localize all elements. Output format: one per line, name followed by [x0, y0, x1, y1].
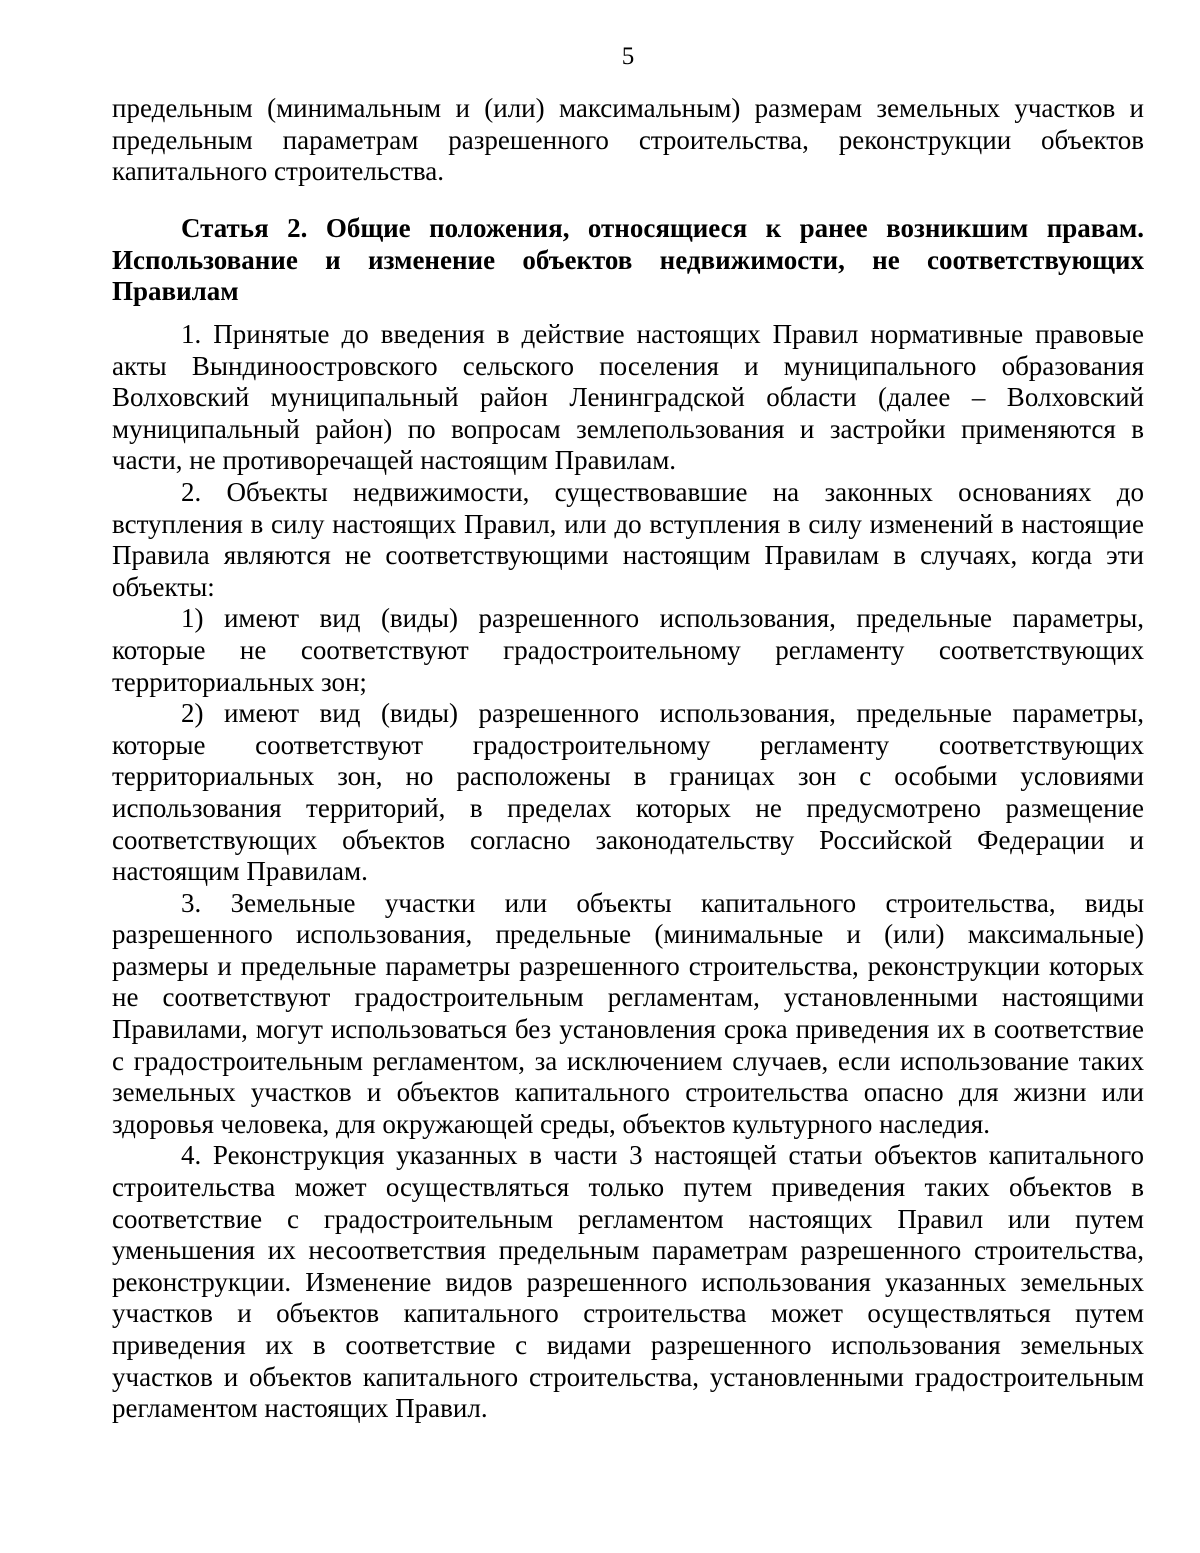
paragraph-1: 1. Принятые до введения в действие настоящих Правил нормативные правовые акты Вындиноостровского сельского поселения и муниципального образования Волховский муниципальный район Ленинградской области (далее – Волховский муниципальный район) по вопросам землепользования и застройки применяются в части, не противоречащей настоящим Правилам. [112, 319, 1144, 476]
paragraph-4: 4. Реконструкция указанных в части 3 настоящей статьи объектов капитального строительства может осуществляться только путем приведения таких объектов в соответствие с градостроительным регламентом настоящих Правил или путем уменьшения их несоответствия предельным параметрам разрешенного строительства, реконструкции. Изменение видов разрешенного использования указанных земельных участков и объектов капитального строительства может осуществляться путем приведения их в соответствие с видами разрешенного использования земельных участков и объектов капитального строительства, установленными градостроительным регламентом настоящих Правил. [112, 1140, 1144, 1424]
article-body [112, 319, 1144, 1425]
intro-paragraph: предельным (минимальным и (или) максимальным) размерам земельных участков и предельным параметрам разрешенного строительства, реконструкции объектов капитального строительства. [112, 93, 1144, 187]
paragraph-2-item-2: 2) имеют вид (виды) разрешенного использования, предельные параметры, которые соответствуют градостроительному регламенту соответствующих территориальных зон, но расположены в границах зон с особыми условиями использования территорий, в пределах которых не предусмотрено размещение соответствующих объектов согласно законодательству Российской Федерации и настоящим Правилам. [112, 698, 1144, 887]
paragraph-3: 3. Земельные участки или объекты капитального строительства, виды разрешенного использования, предельные (минимальные и (или) максимальные) размеры и предельные параметры разрешенного строительства, реконструкции которых не соответствуют градостроительным регламентам, установленными настоящими Правилами, могут использоваться без установления срока приведения их в соответствие с градостроительным регламентом, за исключением случаев, если использование таких земельных участков и объектов капитального строительства опасно для жизни или здоровья человека, для окружающей среды, объектов культурного наследия. [112, 887, 1144, 1139]
page-number: 5 [621, 43, 635, 70]
article-heading: Статья 2. Общие положения, относящиеся к ранее возникшим правам. Использование и изменение объектов недвижимости, не соответствующих Правилам [112, 213, 1144, 307]
paragraph-2: 2. Объекты недвижимости, существовавшие на законных основаниях до вступления в силу настоящих Правил, или до вступления в силу изменений в настоящие Правила являются не соответствующими настоящим Правилам в случаях, когда эти объекты: [112, 476, 1144, 602]
paragraph-2-item-1: 1) имеют вид (виды) разрешенного использования, предельные параметры, которые не соответствуют градостроительному регламенту соответствующих территориальных зон; [112, 603, 1144, 697]
